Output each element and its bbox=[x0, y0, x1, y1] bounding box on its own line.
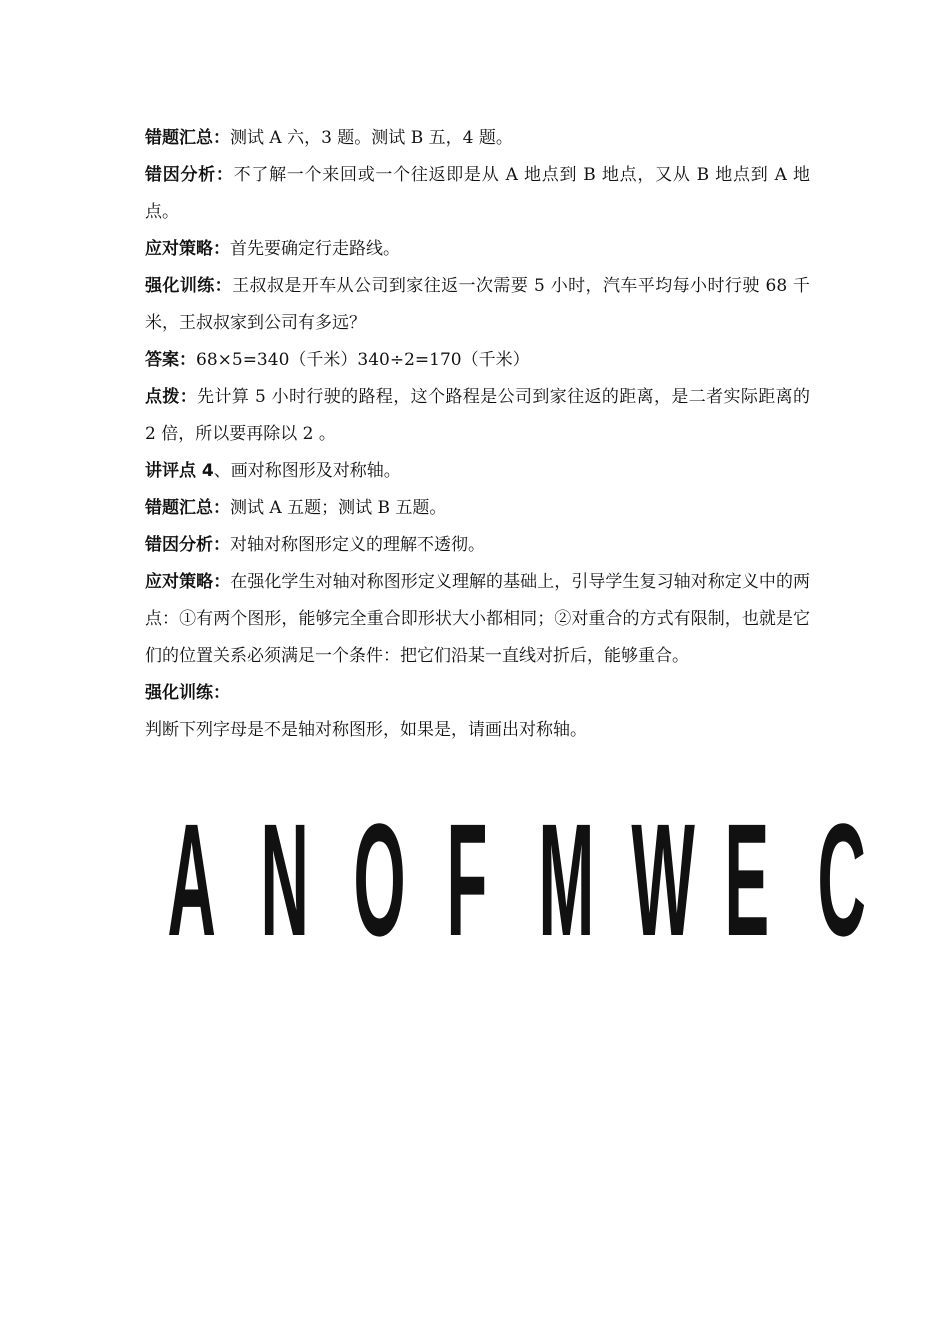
section-text: 测试 A 五题；测试 B 五题。 bbox=[230, 498, 447, 518]
paragraph-training-2 bbox=[145, 675, 810, 712]
section-text: 首先要确定行走路线。 bbox=[230, 239, 400, 259]
paragraph-point-4 bbox=[145, 453, 810, 490]
section-label: 错因分析： bbox=[145, 535, 230, 555]
section-label: 应对策略： bbox=[145, 572, 231, 592]
paragraph-error-summary-2 bbox=[145, 490, 810, 527]
section-text: 不了解一个来回或一个往返即是从 A 地点到 B 地点，又从 B 地点到 A 地点。 bbox=[145, 165, 810, 222]
letter-c: C bbox=[817, 790, 866, 969]
letter-o: O bbox=[353, 790, 406, 969]
letter-row bbox=[150, 790, 866, 969]
instruction-text: 判断下列字母是不是轴对称图形，如果是，请画出对称轴。 bbox=[145, 720, 587, 740]
section-label: 强化训练： bbox=[145, 683, 230, 703]
document-body bbox=[145, 120, 810, 749]
paragraph-error-cause-1 bbox=[145, 157, 810, 231]
paragraph-training-1 bbox=[145, 268, 810, 342]
section-label: 错因分析： bbox=[145, 165, 234, 185]
section-label: 讲评点 4 bbox=[145, 461, 214, 481]
letter-e: E bbox=[724, 790, 770, 969]
section-label: 错题汇总： bbox=[145, 128, 230, 148]
paragraph-answer bbox=[145, 342, 810, 379]
section-label: 点拨： bbox=[145, 387, 198, 407]
section-text: 对轴对称图形定义的理解不透彻。 bbox=[230, 535, 485, 555]
paragraph-error-summary-1 bbox=[145, 120, 810, 157]
letter-f: F bbox=[445, 790, 487, 969]
letter-n: N bbox=[260, 790, 309, 969]
paragraph-strategy-2 bbox=[145, 564, 810, 675]
section-text: 、画对称图形及对称轴。 bbox=[213, 461, 401, 481]
section-label: 错题汇总： bbox=[145, 498, 230, 518]
paragraph-strategy-1 bbox=[145, 231, 810, 268]
section-label: 答案： bbox=[145, 350, 196, 370]
letter-w: W bbox=[631, 790, 696, 969]
section-text: 先计算 5 小时行驶的路程，这个路程是公司到家往返的距离，是二者实际距离的 2 倍，所以要再除以 2 。 bbox=[145, 387, 811, 444]
section-label: 应对策略： bbox=[145, 239, 230, 259]
paragraph-hint bbox=[145, 379, 810, 453]
letter-m: M bbox=[538, 790, 595, 969]
section-text: 王叔叔是开车从公司到家往返一次需要 5 小时，汽车平均每小时行驶 68 千米，王叔叔家到公司有多远？ bbox=[145, 276, 811, 333]
section-text: 68×5=340（千米）340÷2=170（千米） bbox=[196, 350, 530, 370]
section-label: 强化训练： bbox=[145, 276, 233, 296]
section-text: 在强化学生对轴对称图形定义理解的基础上，引导学生复习轴对称定义中的两点：①有两个图形，能够完全重合即形状大小都相同；②对重合的方式有限制，也就是它们的位置关系必须满足一个条件：把它们沿某一直线对折后，能够重合。 bbox=[145, 572, 811, 666]
paragraph-error-cause-2 bbox=[145, 527, 810, 564]
section-text: 测试 A 六，3 题。测试 B 五，4 题。 bbox=[230, 128, 513, 148]
letter-a: A bbox=[167, 790, 216, 969]
